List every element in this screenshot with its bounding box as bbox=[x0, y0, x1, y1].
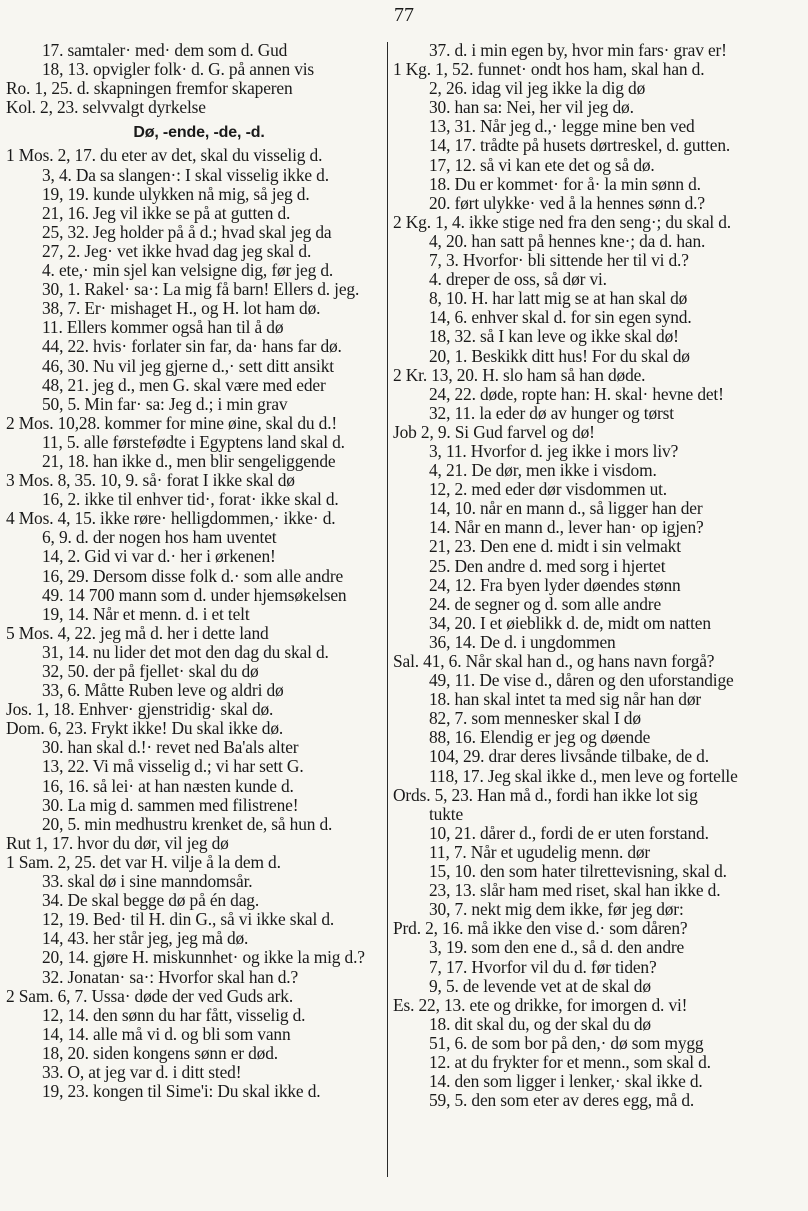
concordance-entry: 24, 12. Fra byen lyder døendes stønn bbox=[429, 575, 681, 595]
concordance-entry: 4. ete,· min sjel kan velsigne dig, før jeg d. bbox=[42, 261, 334, 281]
concordance-entry: 44, 22. hvis· forlater sin far, da· hans far dø. bbox=[42, 337, 342, 357]
concordance-entry: 20, 1. Beskikk ditt hus! For du skal dø bbox=[429, 346, 690, 366]
concordance-entry: 30. La mig d. sammen med filistrene! bbox=[42, 795, 299, 815]
concordance-entry: 12, 19. Bed· til H. din G., så vi ikke skal d. bbox=[42, 910, 335, 930]
concordance-entry: 34, 20. I et øieblikk d. de, midt om natten bbox=[429, 613, 711, 633]
concordance-entry: 1 Kg. 1, 52. funnet· ondt hos ham, skal han d. bbox=[393, 60, 705, 80]
concordance-entry: 37. d. i min egen by, hvor min fars· grav er! bbox=[429, 41, 727, 60]
concordance-entry: 25. Den andre d. med sorg i hjertet bbox=[429, 556, 666, 576]
concordance-entry: Rut 1, 17. hvor du dør, vil jeg dø bbox=[6, 833, 229, 853]
concordance-entry: 18. dit skal du, og der skal du dø bbox=[429, 1014, 651, 1034]
concordance-entry: 5 Mos. 4, 22. jeg må d. her i dette land bbox=[6, 623, 269, 643]
concordance-entry: 49. 14 700 mann som d. under hjemsøkelsen bbox=[42, 585, 347, 605]
concordance-entry: 18. Du er kommet· for å· la min sønn d. bbox=[429, 174, 701, 194]
concordance-entry: 30. han skal d.!· revet ned Ba'als alter bbox=[42, 738, 299, 758]
concordance-entry: tukte bbox=[429, 804, 464, 824]
concordance-entry: Jos. 1, 18. Enhver· gjenstridig· skal dø. bbox=[6, 700, 274, 720]
concordance-entry: 3, 19. som den ene d., så d. den andre bbox=[429, 938, 685, 958]
concordance-entry: 13, 22. Vi må visselig d.; vi har sett G. bbox=[42, 757, 304, 777]
concordance-entry: 9, 5. de levende vet at de skal dø bbox=[429, 976, 651, 996]
concordance-entry: 14, 17. trådte på husets dørtreskel, d. gutten. bbox=[429, 136, 731, 156]
concordance-entry: 16, 16. så lei· at han næsten kunde d. bbox=[42, 776, 294, 796]
concordance-entry: 104, 29. drar deres livsånde tilbake, de d. bbox=[429, 747, 709, 767]
concordance-entry: 3 Mos. 8, 35. 10, 9. så· forat I ikke skal dø bbox=[6, 471, 295, 491]
concordance-entry: 18. han skal intet ta med sig når han dør bbox=[429, 690, 702, 710]
concordance-entry: 19, 14. Når et menn. d. i et telt bbox=[42, 604, 250, 624]
concordance-entry: 33, 6. Måtte Ruben leve og aldri dø bbox=[42, 681, 284, 701]
concordance-entry: 31, 14. nu lider det mot den dag du skal d. bbox=[42, 642, 329, 662]
concordance-entry: 21, 23. Den ene d. midt i sin velmakt bbox=[429, 537, 681, 557]
concordance-entry: 19, 23. kongen til Sime'i: Du skal ikke d. bbox=[42, 1082, 321, 1102]
concordance-entry: 32, 50. der på fjellet· skal du dø bbox=[42, 662, 259, 681]
right-column bbox=[393, 41, 793, 1110]
concordance-entry: 23, 13. slår ham med riset, skal han ikke d. bbox=[429, 881, 721, 901]
column-divider bbox=[387, 42, 388, 1177]
concordance-entry: 14, 2. Gid vi var d.· her i ørkenen! bbox=[42, 547, 276, 567]
concordance-entry: 7, 17. Hvorfor vil du d. før tiden? bbox=[429, 957, 657, 977]
concordance-entry: 2, 26. idag vil jeg ikke la dig dø bbox=[429, 79, 646, 99]
concordance-entry: 18, 20. siden kongens sønn er død. bbox=[42, 1043, 278, 1063]
concordance-entry: 21, 18. han ikke d., men blir sengeliggende bbox=[42, 451, 336, 471]
concordance-entry: Ords. 5, 23. Han må d., fordi han ikke lot sig bbox=[393, 785, 698, 805]
concordance-entry: 48, 21. jeg d., men G. skal være med eder bbox=[42, 375, 326, 395]
concordance-entry: 4. dreper de oss, så dør vi. bbox=[429, 270, 607, 290]
concordance-entry: 18, 13. opvigler folk· d. G. på annen vis bbox=[42, 60, 315, 80]
concordance-entry: 51, 6. de som bor på den,· dø som mygg bbox=[429, 1033, 704, 1053]
concordance-entry: Ro. 1, 25. d. skapningen fremfor skaperen bbox=[6, 79, 293, 99]
concordance-entry: 14, 10. når en mann d., så ligger han der bbox=[429, 499, 703, 519]
concordance-entry: 11, 5. alle førstefødte i Egyptens land skal d. bbox=[42, 432, 345, 452]
concordance-entry: 21, 16. Jeg vil ikke se på at gutten d. bbox=[42, 203, 291, 223]
concordance-entry: 14, 6. enhver skal d. for sin egen synd. bbox=[429, 308, 692, 328]
concordance-entry: 25, 32. Jeg holder på å d.; hvad skal jeg da bbox=[42, 222, 332, 242]
concordance-entry: 33. skal dø i sine manndomsår. bbox=[42, 872, 253, 892]
concordance-entry: 12, 2. med eder dør visdommen ut. bbox=[429, 480, 667, 500]
concordance-entry: 3, 4. Da sa slangen·: I skal visselig ikke d. bbox=[42, 165, 329, 185]
concordance-entry: 11, 7. Når et ugudelig menn. dør bbox=[429, 842, 651, 862]
concordance-entry: 34. De skal begge dø på én dag. bbox=[42, 891, 260, 911]
concordance-entry: 4, 21. De dør, men ikke i visdom. bbox=[429, 461, 657, 481]
concordance-entry: 11. Ellers kommer også han til å dø bbox=[42, 318, 284, 338]
concordance-entry: 20. ført ulykke· ved å la hennes sønn d.? bbox=[429, 193, 705, 213]
concordance-entry: 30, 7. nekt mig dem ikke, før jeg dør: bbox=[429, 900, 684, 920]
concordance-entry: 17, 12. så vi kan ete det og så dø. bbox=[429, 155, 655, 175]
concordance-entry: 16, 29. Dersom disse folk d.· som alle andre bbox=[42, 566, 344, 586]
concordance-entry: 1 Mos. 2, 17. du eter av det, skal du visselig d. bbox=[6, 146, 323, 166]
concordance-entry: 6, 9. d. der nogen hos ham uventet bbox=[42, 528, 277, 548]
concordance-entry: 3, 11. Hvorfor d. jeg ikke i mors liv? bbox=[429, 441, 679, 461]
concordance-entry: 82, 7. som mennesker skal I dø bbox=[429, 709, 641, 729]
concordance-entry: 24, 22. døde, ropte han: H. skal· hevne det! bbox=[429, 384, 724, 404]
concordance-entry: 2 Kg. 1, 4. ikke stige ned fra den seng·; du skal d. bbox=[393, 212, 732, 232]
concordance-entry: 2 Kr. 13, 20. H. slo ham så han døde. bbox=[393, 365, 646, 385]
concordance-entry: 2 Mos. 10,28. kommer for mine øine, skal du d.! bbox=[6, 413, 338, 433]
concordance-entry: 36, 14. De d. i ungdommen bbox=[429, 632, 616, 652]
concordance-entry: 88, 16. Elendig er jeg og døende bbox=[429, 728, 651, 748]
concordance-entry: 14. Når en mann d., lever han· op igjen? bbox=[429, 518, 704, 538]
concordance-entry: 19, 19. kunde ulykken nå mig, så jeg d. bbox=[42, 184, 310, 204]
concordance-entry: 4, 20. han satt på hennes kne·; da d. han. bbox=[429, 231, 706, 251]
concordance-entry: 14. den som ligger i lenker,· skal ikke d. bbox=[429, 1072, 703, 1092]
concordance-entry: 50, 5. Min far· sa: Jeg d.; i min grav bbox=[42, 394, 288, 414]
concordance-entry: 20, 14. gjøre H. miskunnhet· og ikke la mig d.? bbox=[42, 948, 365, 968]
concordance-entry: 10, 21. dårer d., fordi de er uten forstand. bbox=[429, 823, 709, 843]
concordance-entry: 15, 10. den som hater tilrettevisning, skal d. bbox=[429, 862, 727, 882]
concordance-entry: 38, 7. Er· mishaget H., og H. lot ham dø. bbox=[42, 299, 321, 319]
concordance-entry: 30. han sa: Nei, her vil jeg dø. bbox=[429, 98, 634, 118]
entry-heading: Dø, -ende, -de, -d. bbox=[133, 124, 265, 142]
concordance-entry: Es. 22, 13. ete og drikke, for imorgen d. vi! bbox=[393, 995, 688, 1015]
concordance-entry: 32. Jonatan· sa·: Hvorfor skal han d.? bbox=[42, 967, 299, 987]
concordance-entry: 32, 11. la eder dø av hunger og tørst bbox=[429, 403, 674, 423]
concordance-entry: 12. at du frykter for et menn., som skal d. bbox=[429, 1052, 711, 1072]
concordance-entry: 4 Mos. 4, 15. ikke røre· helligdommen,· ikke· d. bbox=[6, 509, 336, 529]
concordance-entry: Dom. 6, 23. Frykt ikke! Du skal ikke dø. bbox=[6, 719, 284, 739]
concordance-entry: 7, 3. Hvorfor· bli sittende her til vi d.? bbox=[429, 251, 689, 271]
concordance-entry: Prd. 2, 16. må ikke den vise d.· som dåren? bbox=[393, 919, 688, 939]
concordance-entry: 2 Sam. 6, 7. Ussa· døde der ved Guds ark. bbox=[6, 986, 294, 1006]
concordance-entry: 59, 5. den som eter av deres egg, må d. bbox=[429, 1091, 695, 1111]
concordance-entry: 46, 30. Nu vil jeg gjerne d.,· sett ditt ansikt bbox=[42, 356, 334, 376]
concordance-entry: 12, 14. den sønn du har fått, visselig d. bbox=[42, 1005, 306, 1025]
concordance-entry: 30, 1. Rakel· sa·: La mig få barn! Ellers d. jeg. bbox=[42, 280, 360, 300]
concordance-entry: 49, 11. De vise d., dåren og den uforstandige bbox=[429, 671, 734, 691]
concordance-entry: 14, 43. her står jeg, jeg må dø. bbox=[42, 929, 249, 949]
concordance-entry: 8, 10. H. har latt mig se at han skal dø bbox=[429, 289, 688, 309]
concordance-entry: 20, 5. min medhustru krenket de, så hun d. bbox=[42, 814, 333, 834]
concordance-entry: 14, 14. alle må vi d. og bli som vann bbox=[42, 1024, 291, 1044]
concordance-entry: Kol. 2, 23. selvvalgt dyrkelse bbox=[6, 98, 206, 118]
concordance-entry: 24. de segner og d. som alle andre bbox=[429, 594, 662, 614]
concordance-entry: 17. samtaler· med· dem som d. Gud bbox=[42, 41, 288, 60]
concordance-entry: 16, 2. ikke til enhver tid·, forat· ikke skal d. bbox=[42, 490, 339, 510]
concordance-entry: 27, 2. Jeg· vet ikke hvad dag jeg skal d. bbox=[42, 241, 312, 261]
concordance-entry: 1 Sam. 2, 25. det var H. vilje å la dem d. bbox=[6, 852, 281, 872]
concordance-entry: 18, 32. så I kan leve og ikke skal dø! bbox=[429, 327, 679, 347]
concordance-entry: 118, 17. Jeg skal ikke d., men leve og fortelle bbox=[429, 766, 738, 786]
concordance-entry: 33. O, at jeg var d. i ditt sted! bbox=[42, 1062, 242, 1082]
left-column bbox=[6, 41, 392, 1101]
page-number: 77 bbox=[394, 4, 414, 26]
concordance-entry: Sal. 41, 6. Når skal han d., og hans navn forgå? bbox=[393, 652, 715, 671]
concordance-entry: 13, 31. Når jeg d.,· legge mine ben ved bbox=[429, 117, 695, 137]
concordance-entry: Job 2, 9. Si Gud farvel og dø! bbox=[393, 422, 595, 442]
